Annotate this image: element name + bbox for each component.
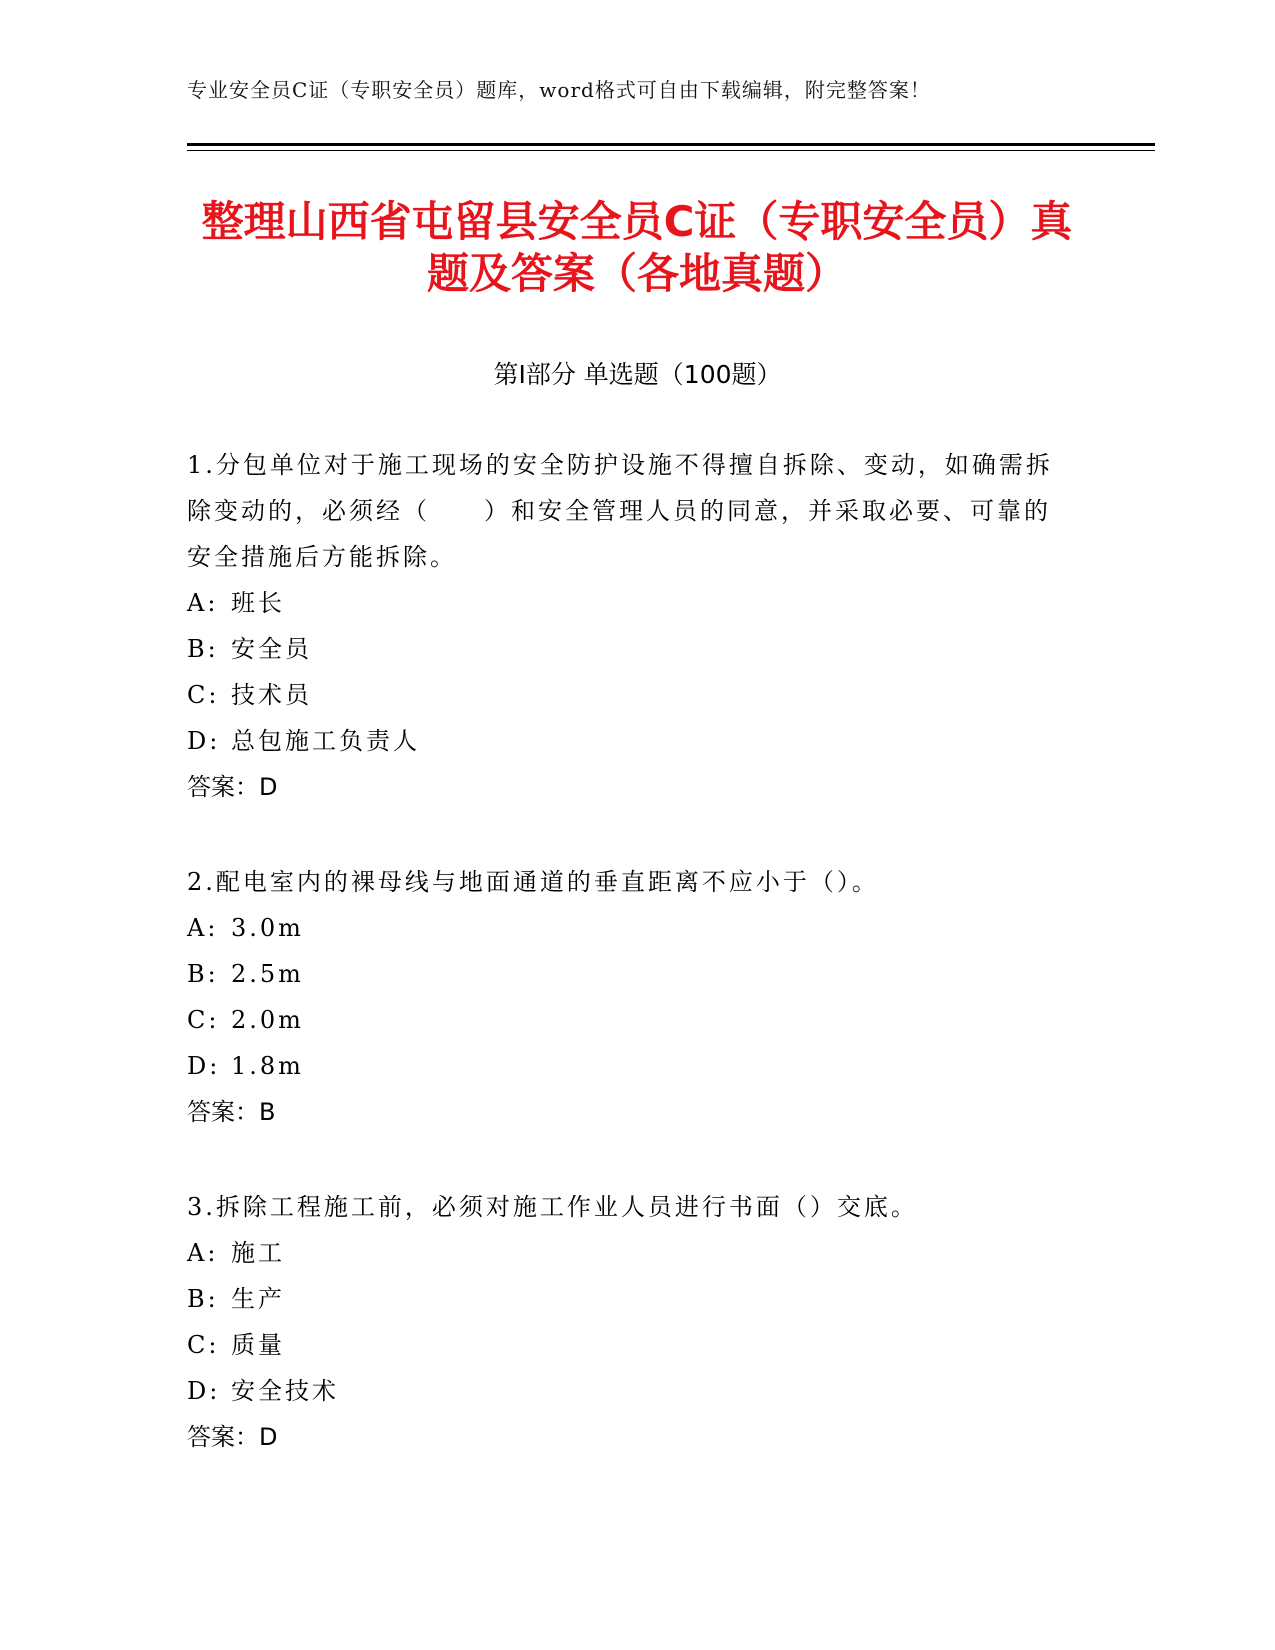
question-2 [187, 859, 1067, 1135]
option-text: 2.0m [231, 1006, 304, 1034]
option-c [187, 672, 1067, 718]
option-letter: A: [187, 914, 219, 942]
header-rule-thin [187, 150, 1155, 151]
option-text: 班长 [231, 589, 285, 617]
question-list [187, 442, 1067, 1509]
option-letter: A: [187, 1239, 219, 1267]
option-d [187, 1368, 1067, 1414]
option-a [187, 1230, 1067, 1276]
option-d [187, 1043, 1067, 1089]
answer-line: 答案：D [187, 1423, 278, 1451]
option-letter: B: [187, 960, 219, 988]
option-a [187, 905, 1067, 951]
option-c [187, 997, 1067, 1043]
question-stem: 2.配电室内的裸母线与地面通道的垂直距离不应小于（）。 [187, 868, 879, 896]
option-text: 质量 [231, 1331, 285, 1359]
option-a [187, 580, 1067, 626]
option-letter: C: [187, 1331, 220, 1359]
option-letter: D: [187, 1377, 221, 1405]
option-letter: A: [187, 589, 219, 617]
section-title: 第Ⅰ部分 单选题（100题） [493, 360, 782, 389]
option-letter: D: [187, 1052, 221, 1080]
option-text: 技术员 [231, 681, 312, 709]
header-rule-thick [187, 143, 1155, 146]
option-text: 3.0m [231, 914, 304, 942]
question-stem: 3.拆除工程施工前，必须对施工作业人员进行书面（）交底。 [187, 1193, 918, 1221]
header-note: 专业安全员C证（专职安全员）题库，word格式可自由下载编辑，附完整答案！ [187, 78, 931, 102]
document-title: 整理山西省屯留县安全员C证（专职安全员）真题及答案（各地真题） [201, 197, 1073, 298]
option-text: 施工 [231, 1239, 285, 1267]
option-letter: C: [187, 681, 220, 709]
option-letter: B: [187, 635, 219, 663]
question-3 [187, 1184, 1067, 1460]
question-stem: 1.分包单位对于施工现场的安全防护设施不得擅自拆除、变动，如确需拆除变动的，必须经（ ）和安全管理人员的同意，并采取必要、可靠的安全措施后方能拆除。 [187, 451, 1053, 571]
option-letter: B: [187, 1285, 219, 1313]
option-text: 总包施工负责人 [231, 727, 420, 755]
option-b [187, 1276, 1067, 1322]
option-letter: C: [187, 1006, 220, 1034]
question-1 [187, 442, 1067, 810]
option-text: 安全员 [231, 635, 312, 663]
option-letter: D: [187, 727, 221, 755]
option-b [187, 626, 1067, 672]
answer-line: 答案：B [187, 1098, 276, 1126]
option-b [187, 951, 1067, 997]
option-text: 1.8m [231, 1052, 304, 1080]
answer-line: 答案：D [187, 773, 278, 801]
option-c [187, 1322, 1067, 1368]
option-text: 2.5m [231, 960, 304, 988]
option-d [187, 718, 1067, 764]
option-text: 生产 [231, 1285, 285, 1313]
option-text: 安全技术 [231, 1377, 339, 1405]
